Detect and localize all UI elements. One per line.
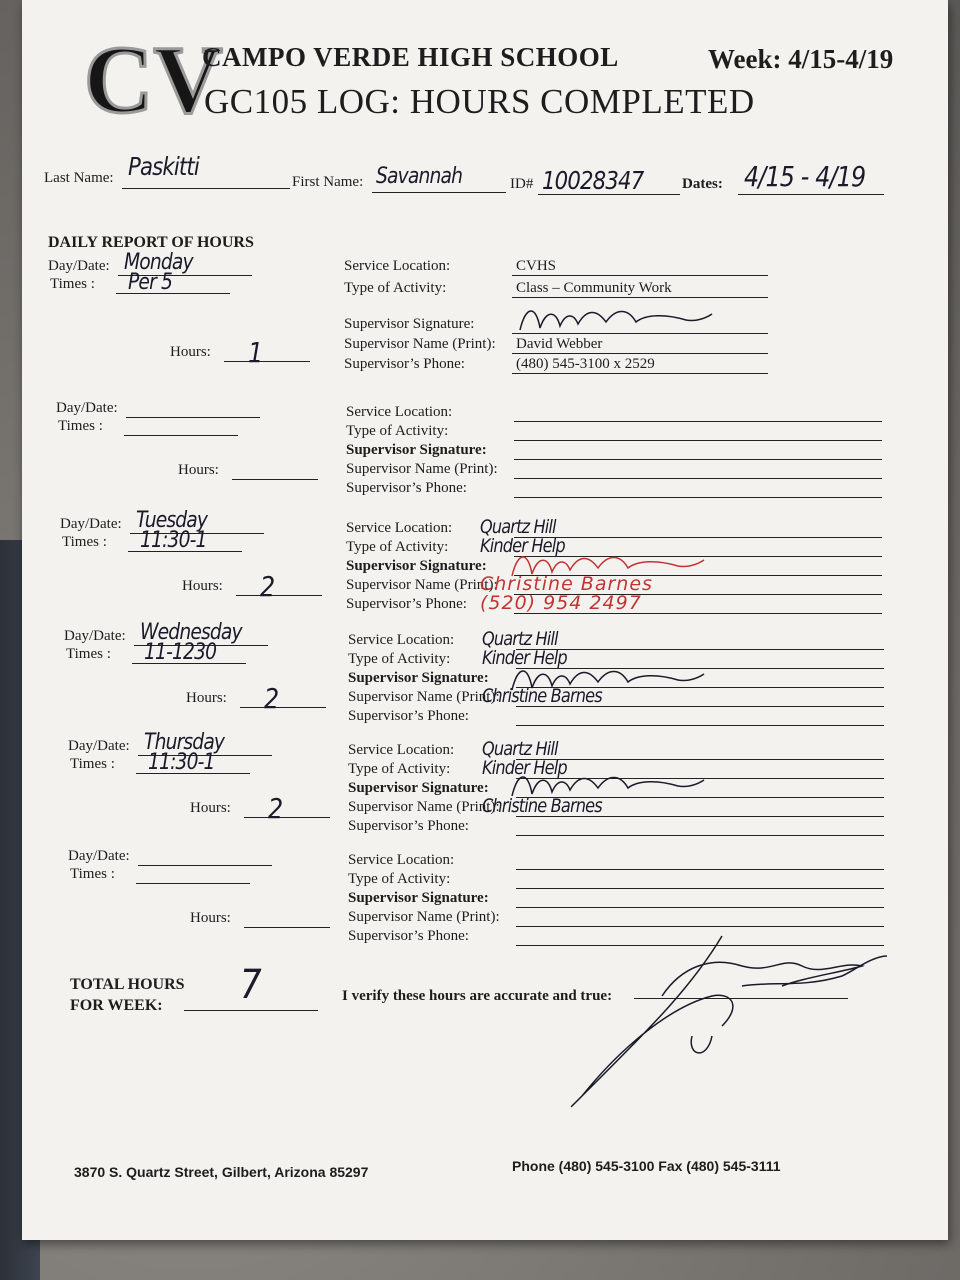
times-value[interactable]: 11-1230	[144, 640, 217, 665]
dates-value[interactable]: 4/15 - 4/19	[744, 160, 866, 193]
supervisor-signature-icon	[516, 300, 716, 340]
school-name: CAMPO VERDE HIGH SCHOOL	[202, 42, 619, 72]
service-location-label: Service Location:	[344, 258, 451, 274]
type-of-activity-label: Type of Activity:	[348, 871, 451, 887]
supervisor-phone-line	[512, 373, 768, 374]
supervisor-signature-line	[514, 459, 882, 460]
hours-line	[240, 707, 326, 708]
last-name-value[interactable]: Paskitti	[128, 152, 199, 181]
supervisor-name-label: Supervisor Name (Print):	[348, 689, 500, 705]
log-title: GC105 LOG: HOURS COMPLETED	[204, 82, 755, 121]
location-value[interactable]: Quartz Hill	[480, 516, 556, 538]
day-date-label: Day/Date:	[60, 516, 122, 532]
hours-value[interactable]: 2	[260, 570, 275, 603]
supervisor-signature-label: Supervisor Signature:	[348, 890, 489, 906]
hours-label: Hours:	[190, 910, 231, 926]
times-value[interactable]: 11:30-1	[140, 528, 207, 553]
supervisor-phone-label: Supervisor’s Phone:	[344, 356, 465, 372]
supervisor-signature-icon	[508, 546, 708, 586]
verify-statement: I verify these hours are accurate and true:	[342, 988, 613, 1004]
first-name-label: First Name:	[292, 174, 364, 190]
supervisor-phone-label: Supervisor’s Phone:	[346, 596, 467, 612]
student-signature-icon	[542, 926, 882, 1116]
type-of-activity-label: Type of Activity:	[346, 423, 449, 439]
first-name-line	[372, 192, 506, 193]
supervisor-signature-label: Supervisor Signature:	[346, 442, 487, 458]
day-value[interactable]: Thursday	[144, 730, 225, 755]
hours-label: Hours:	[186, 690, 227, 706]
cv-logo-icon	[78, 26, 223, 133]
supervisor-name-line	[512, 353, 768, 354]
service-location-label: Service Location:	[348, 632, 455, 648]
total-label-1: TOTAL HOURS	[70, 976, 185, 993]
location-value[interactable]: CVHS	[516, 258, 557, 274]
activity-value[interactable]: Kinder Help	[482, 647, 567, 669]
total-hours-value[interactable]: 7	[240, 962, 261, 1008]
type-of-activity-label: Type of Activity:	[348, 761, 451, 777]
hours-value[interactable]: 1	[248, 336, 263, 369]
times-label: Times :	[66, 646, 111, 662]
supervisor-name-value[interactable]: David Webber	[516, 336, 603, 352]
type-of-activity-label: Type of Activity:	[348, 651, 451, 667]
day-date-label: Day/Date:	[68, 848, 130, 864]
times-value[interactable]: Per 5	[128, 270, 173, 295]
hours-label: Hours:	[178, 462, 219, 478]
location-value[interactable]: Quartz Hill	[482, 628, 558, 650]
supervisor-name-label: Supervisor Name (Print):	[346, 461, 498, 477]
supervisor-signature-label: Supervisor Signature:	[344, 316, 475, 332]
times-label: Times :	[70, 756, 115, 772]
id-value[interactable]: 10028347	[542, 166, 644, 195]
hours-value[interactable]: 2	[268, 792, 283, 825]
service-location-line	[516, 869, 884, 870]
hours-label: Hours:	[170, 344, 211, 360]
hours-value[interactable]: 2	[264, 682, 279, 715]
supervisor-name-line	[514, 478, 882, 479]
id-label: ID#	[510, 176, 534, 192]
supervisor-phone-line	[516, 835, 884, 836]
dates-label: Dates:	[682, 176, 723, 192]
activity-value[interactable]: Kinder Help	[480, 535, 565, 557]
type-of-activity-label: Type of Activity:	[346, 539, 449, 555]
supervisor-signature-label: Supervisor Signature:	[346, 558, 487, 574]
supervisor-name-value[interactable]: Christine Barnes	[480, 573, 653, 595]
times-line	[124, 435, 238, 436]
times-label: Times :	[58, 418, 103, 434]
times-label: Times :	[50, 276, 95, 292]
dates-line	[738, 194, 884, 195]
times-label: Times :	[70, 866, 115, 882]
supervisor-signature-icon	[508, 660, 708, 700]
activity-value[interactable]: Class – Community Work	[516, 280, 672, 296]
last-name-label: Last Name:	[44, 170, 114, 186]
supervisor-name-value[interactable]: Christine Barnes	[482, 685, 602, 707]
times-label: Times :	[62, 534, 107, 550]
supervisor-signature-label: Supervisor Signature:	[348, 780, 489, 796]
service-location-label: Service Location:	[346, 520, 453, 536]
week-range: Week: 4/15-4/19	[708, 44, 894, 74]
times-line	[136, 883, 250, 884]
supervisor-name-label: Supervisor Name (Print):	[344, 336, 496, 352]
service-location-line	[516, 649, 884, 650]
day-date-label: Day/Date:	[64, 628, 126, 644]
hours-line	[236, 595, 322, 596]
service-location-line	[512, 275, 768, 276]
hours-line	[244, 927, 330, 928]
hours-label: Hours:	[182, 578, 223, 594]
times-value[interactable]: 11:30-1	[148, 750, 215, 775]
type-of-activity-label: Type of Activity:	[344, 280, 447, 296]
service-location-line	[516, 759, 884, 760]
supervisor-phone-label: Supervisor’s Phone:	[348, 818, 469, 834]
supervisor-phone-label: Supervisor’s Phone:	[348, 708, 469, 724]
supervisor-phone-value[interactable]: (520) 954 2497	[480, 592, 642, 614]
type-of-activity-line	[514, 440, 882, 441]
day-date-label: Day/Date:	[68, 738, 130, 754]
day-date-label: Day/Date:	[48, 258, 110, 274]
total-line	[184, 1010, 318, 1011]
hours-line	[232, 479, 318, 480]
day-date-label: Day/Date:	[56, 400, 118, 416]
supervisor-phone-line	[514, 497, 882, 498]
activity-value[interactable]: Kinder Help	[482, 757, 567, 779]
footer-address: 3870 S. Quartz Street, Gilbert, Arizona 85297	[74, 1164, 369, 1180]
supervisor-phone-line	[516, 725, 884, 726]
supervisor-name-label: Supervisor Name (Print):	[348, 909, 500, 925]
supervisor-name-label: Supervisor Name (Print):	[348, 799, 500, 815]
service-location-label: Service Location:	[346, 404, 453, 420]
day-value[interactable]: Monday	[124, 250, 193, 275]
day-value[interactable]: Tuesday	[136, 508, 208, 533]
service-location-label: Service Location:	[348, 742, 455, 758]
hours-label: Hours:	[190, 800, 231, 816]
service-location-line	[514, 421, 882, 422]
logo-text: CV	[84, 26, 223, 133]
type-of-activity-line	[512, 297, 768, 298]
supervisor-signature-label: Supervisor Signature:	[348, 670, 489, 686]
day-date-line	[126, 417, 260, 418]
service-location-label: Service Location:	[348, 852, 455, 868]
type-of-activity-line	[516, 888, 884, 889]
hours-log-form	[22, 0, 948, 1240]
supervisor-name-value[interactable]: Christine Barnes	[482, 795, 602, 817]
last-name-line	[122, 188, 290, 189]
total-label-2: FOR WEEK:	[70, 997, 163, 1014]
section-title: DAILY REPORT OF HOURS	[48, 234, 254, 251]
day-date-line	[138, 865, 272, 866]
footer-phone: Phone (480) 545-3100 Fax (480) 545-3111	[512, 1158, 781, 1174]
supervisor-name-label: Supervisor Name (Print):	[346, 577, 498, 593]
location-value[interactable]: Quartz Hill	[482, 738, 558, 760]
supervisor-signature-line	[516, 907, 884, 908]
hours-line	[224, 361, 310, 362]
service-location-line	[514, 537, 882, 538]
supervisor-phone-value[interactable]: (480) 545-3100 x 2529	[516, 356, 655, 372]
day-value[interactable]: Wednesday	[140, 620, 242, 645]
supervisor-phone-label: Supervisor’s Phone:	[348, 928, 469, 944]
supervisor-signature-icon	[508, 766, 708, 806]
first-name-value[interactable]: Savannah	[376, 164, 463, 189]
hours-line	[244, 817, 330, 818]
supervisor-phone-label: Supervisor’s Phone:	[346, 480, 467, 496]
